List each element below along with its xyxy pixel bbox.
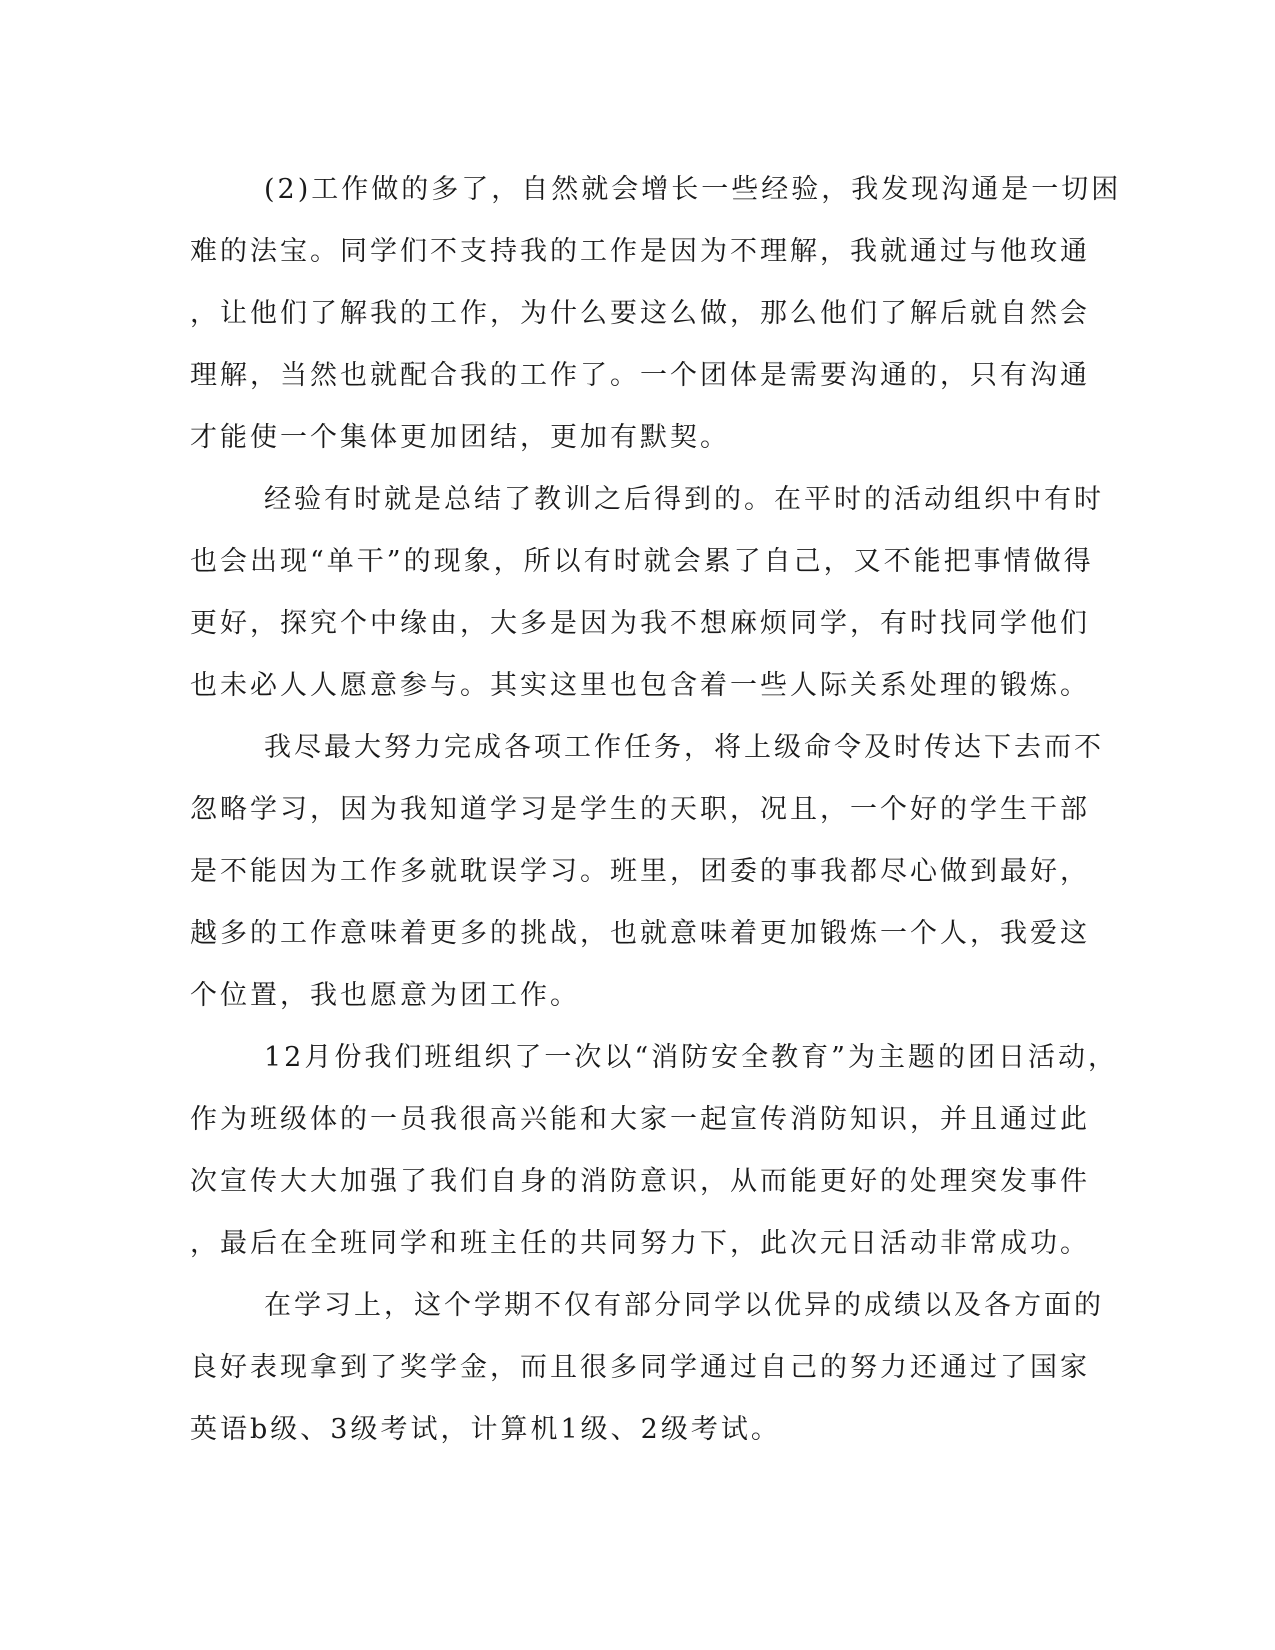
paragraph-1 [190,159,1122,469]
text-line: 是不能因为工作多就耽误学习。班里，团委的事我都尽心做到最好， [190,856,1090,887]
text-line: 经验有时就是总结了教训之后得到的。在平时的活动组织中有时 [264,484,1104,515]
text-line: 个位置，我也愿意为团工作。 [190,980,580,1011]
text-line: 忽略学习，因为我知道学习是学生的天职，况且，一个好的学生干部 [190,794,1090,825]
text-line: 也未必人人愿意参与。其实这里也包含着一些人际关系处理的锻炼。 [190,670,1090,701]
text-line: ，最后在全班同学和班主任的共同努力下，此次元日活动非常成功。 [190,1228,1090,1259]
text-line: 12月份我们班组织了一次以“消防安全教育”为主题的团日活动， [264,1042,1118,1073]
paragraph-3 [190,717,1104,1027]
text-line: 也会出现“单干”的现象，所以有时就会累了自己，又不能把事情做得 [190,546,1094,577]
paragraph-4 [190,1027,1118,1275]
text-line: ，让他们了解我的工作，为什么要这么做，那么他们了解后就自然会 [190,298,1090,329]
text-line: 更好，探究个中缘由，大多是因为我不想麻烦同学，有时找同学他们 [190,608,1090,639]
text-line: (2)工作做的多了，自然就会增长一些经验，我发现沟通是一切困 [264,174,1122,205]
paragraph-2 [190,469,1104,717]
text-line: 我尽最大努力完成各项工作任务，将上级命令及时传达下去而不 [264,732,1104,763]
text-line: 难的法宝。同学们不支持我的工作是因为不理解，我就通过与他玫通 [190,236,1090,267]
paragraph-5 [190,1275,1104,1461]
text-line: 英语b级、3级考试，计算机1级、2级考试。 [190,1414,781,1445]
text-line: 在学习上，这个学期不仅有部分同学以优异的成绩以及各方面的 [264,1290,1104,1321]
text-line: 次宣传大大加强了我们自身的消防意识，从而能更好的处理突发事件 [190,1166,1090,1197]
text-line: 理解，当然也就配合我的工作了。一个团体是需要沟通的，只有沟通 [190,360,1090,391]
text-line: 良好表现拿到了奖学金，而且很多同学通过自己的努力还通过了国家 [190,1352,1090,1383]
text-line: 才能使一个集体更加团结，更加有默契。 [190,422,730,453]
body-text [190,159,1122,1461]
text-line: 作为班级体的一员我很高兴能和大家一起宣传消防知识，并且通过此 [190,1104,1090,1135]
text-line: 越多的工作意味着更多的挑战，也就意味着更加锻炼一个人，我爱这 [190,918,1090,949]
